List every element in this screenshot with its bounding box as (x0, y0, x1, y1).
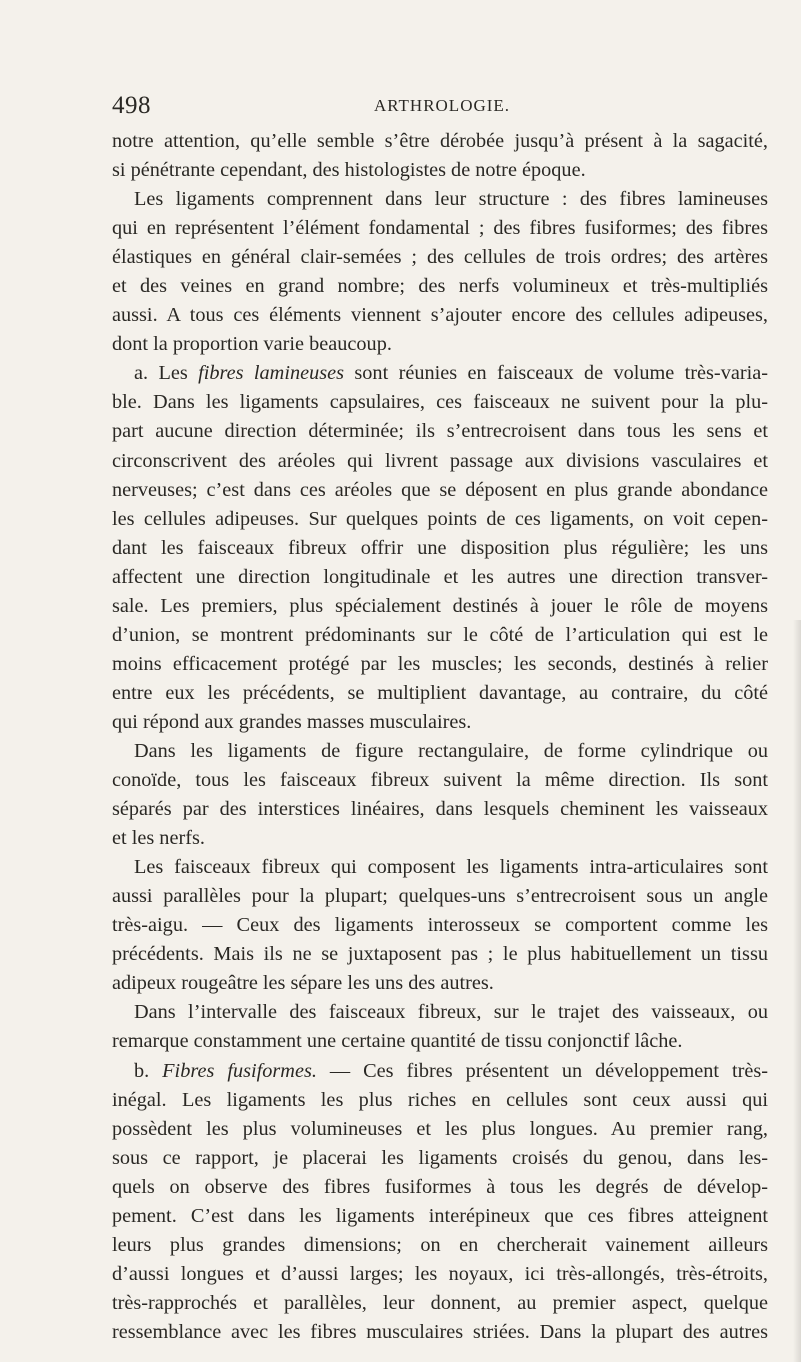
text-line: nerveuses; c’est dans ces aréoles que se déposent en plus grande abondance (112, 478, 768, 501)
text-line: Les faisceaux fibreux qui composent les ligaments intra-articulaires sont (134, 856, 768, 879)
text-line: circonscrivent des aréoles qui livrent passage aux divisions vasculaires et (112, 449, 768, 472)
text-line: leurs plus grandes dimensions; on en chercherait vainement ailleurs (112, 1233, 768, 1256)
text-line: sale. Les premiers, plus spécialement destinés à jouer le rôle de moyens (112, 594, 768, 617)
text-line: très-rapprochés et parallèles, leur donnent, au premier aspect, quelque (112, 1291, 768, 1314)
text-line: adipeux rougeâtre les sépare les uns des autres. (112, 972, 494, 995)
text-line: notre attention, qu’elle semble s’être dérobée jusqu’à présent à la sagacité, (112, 130, 768, 152)
text-line: précédents. Mais ils ne se juxtaposent pas ; le plus habituellement un tissu (112, 943, 768, 966)
text-line: remarque constamment une certaine quantité de tissu conjonctif lâche. (112, 1030, 683, 1053)
text-line: conoïde, tous les faisceaux fibreux suivent la même direction. Ils sont (112, 769, 768, 792)
text-line: affectent une direction longitudinale et les autres une direction transver- (112, 565, 768, 588)
text-line: moins efficacement protégé par les muscles; les seconds, destinés à relier (112, 652, 768, 675)
line-suffix: sont réunies en faisceaux de volume très-varia- (344, 362, 768, 385)
section-b-heading-line (112, 1057, 768, 1086)
text-line: d’aussi longues et d’aussi larges; les noyaux, ici très-allongés, très-étroits, (112, 1262, 768, 1285)
text-line: dont la proportion varie beaucoup. (112, 333, 392, 356)
running-head: ARTHROLOGIE. (373, 96, 511, 115)
text-line: si pénétrante cependant, des histologistes de notre époque. (112, 159, 586, 182)
text-line: Dans l’intervalle des faisceaux fibreux, sur le trajet des vaisseaux, ou (134, 1001, 768, 1024)
section-title-italic: Fibres fusiformes. (162, 1059, 317, 1082)
line-suffix: — Ces fibres présentent un développement très- (316, 1059, 768, 1082)
text-line: et des veines en grand nombre; des nerfs volumineux et très-multipliés (112, 275, 768, 298)
text-line: les cellules adipeuses. Sur quelques points de ces ligaments, on voit cepen- (112, 507, 768, 530)
section-title-italic: fibres lamineuses (198, 362, 345, 385)
text-line: ble. Dans les ligaments capsulaires, ces faisceaux ne suivent pour la plu- (112, 391, 768, 414)
text-line: d’union, se montrent prédominants sur le côté de l’articulation qui est le (112, 623, 768, 646)
text-line: pement. C’est dans les ligaments interépineux que ces fibres atteignent (112, 1204, 768, 1227)
text-line: dant les faisceaux fibreux offrir une disposition plus régulière; les uns (112, 536, 768, 559)
page-header (112, 92, 772, 120)
text-line: possèdent les plus volumineuses et les plus longues. Au premier rang, (112, 1117, 768, 1140)
text-line: inégal. Les ligaments les plus riches en cellules sont ceux aussi qui (112, 1088, 768, 1111)
text-line: quels on observe des fibres fusiformes à tous les degrés de dévelop- (112, 1175, 768, 1198)
text-line: élastiques en général clair-semées ; des cellules de trois ordres; des artères (112, 246, 768, 269)
text-line: aussi parallèles pour la plupart; quelques-uns s’entrecroisent sous un angle (112, 885, 768, 908)
page-edge-shadow (793, 620, 801, 1362)
text-line: Les ligaments comprennent dans leur structure : des fibres lamineuses (134, 188, 768, 211)
text-line: ressemblance avec les fibres musculaires striées. Dans la plupart des autres (112, 1320, 768, 1343)
text-line: séparés par des interstices linéaires, dans lesquels cheminent les vaisseaux (112, 798, 768, 821)
page-number: 498 (112, 92, 151, 119)
text-line: qui en représentent l’élément fondamental ; des fibres fusiformes; des fibres (112, 217, 768, 240)
text-line: entre eux les précédents, se multiplient davantage, au contraire, du côté (112, 681, 768, 704)
text-line: qui répond aux grandes masses musculaires. (112, 710, 472, 733)
text-line: sous ce rapport, je placerai les ligaments croisés du genou, dans les- (112, 1146, 768, 1169)
text-line: Dans les ligaments de figure rectangulaire, de forme cylindrique ou (134, 739, 768, 762)
section-a-heading-line (112, 359, 768, 388)
text-line: très-aigu. — Ceux des ligaments interosseux se comportent comme les (112, 914, 768, 937)
line-prefix: b. (134, 1059, 163, 1082)
body-text (112, 127, 768, 1347)
text-line: et les nerfs. (112, 827, 205, 850)
text-line: part aucune direction déterminée; ils s’entrecroisent dans tous les sens et (112, 420, 768, 443)
text-line: aussi. A tous ces éléments viennent s’ajouter encore des cellules adipeuses, (112, 304, 768, 327)
line-prefix: a. Les (134, 362, 199, 385)
